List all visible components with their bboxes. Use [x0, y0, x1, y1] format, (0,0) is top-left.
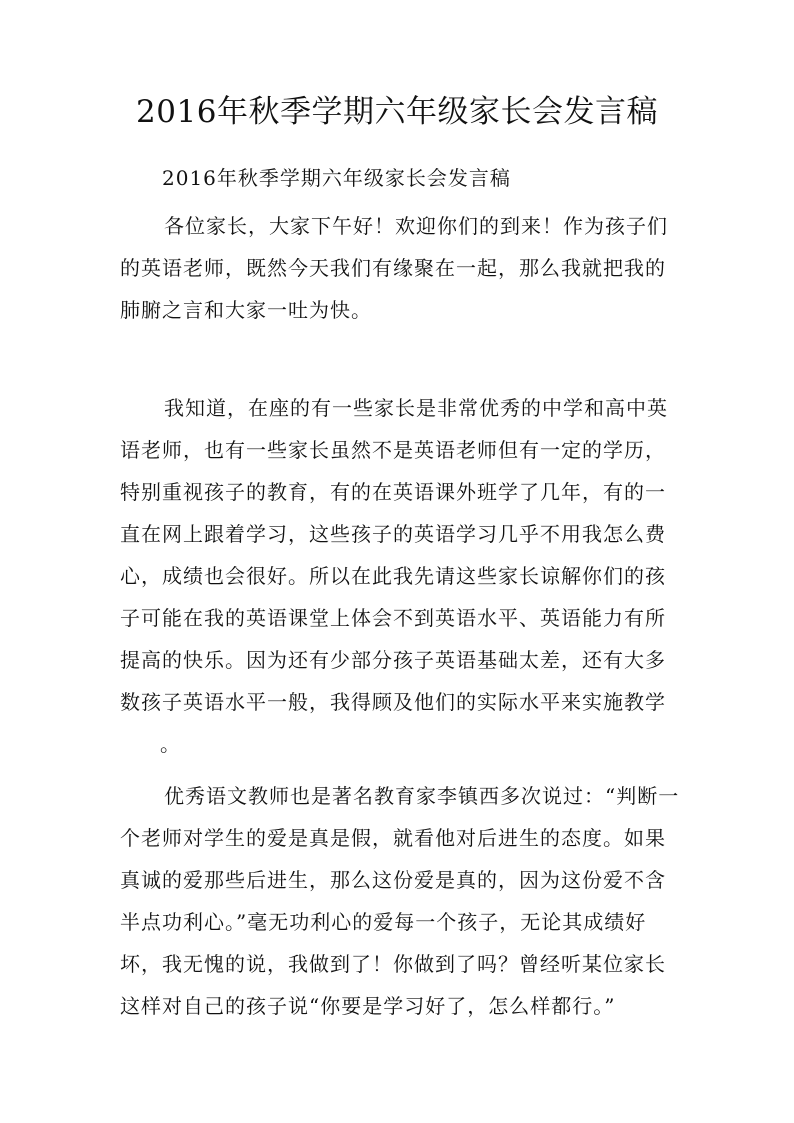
paragraph-parents: 我知道，在座的有一些家长是非常优秀的中学和高中英语老师，也有一些家长虽然不是英语老师但有一定的学历，特别重视孩子的教育，有的在英语课外班学了几年，有的一直在网上跟着学习，这些孩子的英语学习几乎不用我怎么费心，成绩也会很好。所以在此我先请这些家长谅解你们的孩子可能在我的英语课堂上体会不到英语水平、英语能力有所提高的快乐。因为还有少部分孩子英语基础太差，还有大多数孩子英语水平一般，我得顾及他们的实际水平来实施教学	[120, 396, 668, 714]
paragraph-quote: 优秀语文教师也是著名教育家李镇西多次说过：“判断一个老师对学生的爱是真是假，就看他对后进生的态度。如果真诚的爱那些后进生，那么这份爱是真的，因为这份爱不含半点功利心。”毫无功利心的爱每一个孩子，无论其成绩好坏，我无愧的说，我做到了！你做到了吗？曾经听某位家长这样对自己的孩子说“你要是学习好了，怎么样都行。”	[120, 784, 680, 1018]
document-title: 2016年秋季学期六年级家长会发言稿	[136, 94, 658, 130]
document-subtitle: 2016年秋季学期六年级家长会发言稿	[162, 166, 511, 190]
paragraph-parents-end-mark: 。	[160, 732, 181, 756]
paragraph-greeting: 各位家长，大家下午好！欢迎你们的到来！作为孩子们的英语老师，既然今天我们有缘聚在一起，那么我就把我的肺腑之言和大家一吐为快。	[120, 214, 668, 322]
